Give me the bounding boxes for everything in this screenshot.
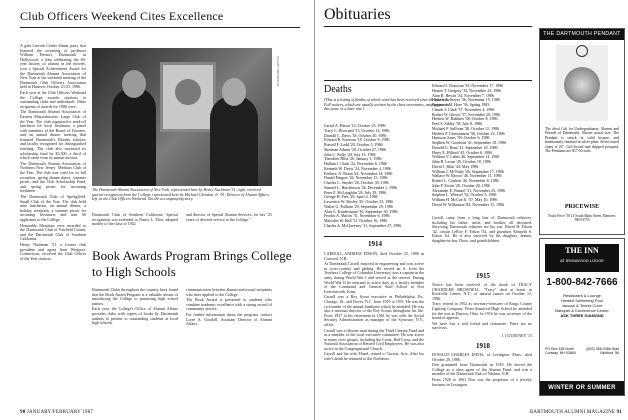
list-item: John B. Leone '45, October 18, 1986 <box>432 159 491 164</box>
obit-1915-signoff <box>432 334 532 340</box>
obit-1915-text <box>432 283 532 333</box>
list-item: Sherman Adams '20, October 27, 1986 <box>324 146 386 152</box>
paragraph: Henry Nachman '51, a former club president and agent from Westport, Connecticut, received the Club Officer of the Year citation. <box>20 241 86 261</box>
list-item: Robert W. Glover '37, November 20, 1986 <box>432 111 500 117</box>
list-item: Alan G. Kindermann '30, September 30, 1986 <box>324 208 398 214</box>
paragraph: communication between alumni and award recipients who have applied to the College. <box>186 288 272 297</box>
page-number: 91 <box>616 410 622 415</box>
left-footer <box>20 410 93 415</box>
club-officers-headline: Club Officers Weekend Cites Excellence <box>20 9 224 23</box>
list-item: Jacuzzi & Tennis Court <box>561 303 603 308</box>
list-item: Peter F. McLaughlin '26, July 29, 1986 <box>324 189 387 195</box>
paragraph: The Dartmouth Alumni Association of Eastern Massachusetts: Large Club of the Year. The club organized a send-off luncheon for local freshmen; a panel with members of the Board of Trustees; and an annual dinner meeting that featured Dartmouth's Rhodes scholars and faculty recognized for distinguished teaching. The club also increased its scholarship fund by $3,300, a third of which came from its annual auction. <box>20 109 86 161</box>
list-item: Homer T. Gregory '34, November 13, 1986 <box>432 87 502 93</box>
list-item: George H. Free '29, April 4, 1986 <box>324 194 378 200</box>
deaths-note: [This is a listing of deaths of which word has been received since the last issue. Full notices, which are usually written by the class secretaries, may appear in this issue or a later one.] <box>324 97 451 112</box>
photo-credit: STUART SHEINBAUM <box>276 56 280 87</box>
right-page <box>314 0 628 420</box>
inn-banner: WINTER OR SUMMER <box>540 381 624 395</box>
list-item: Edward B. Esterson '18, October 9, 1986 <box>324 137 390 143</box>
paragraph: Tracy retired in 1952 as secretary-treasurer of Kings County Lighting Company. From Stamford High School he attended for the war in Dayton, Ohio. In 1916 he was secretary of the board of appeals. <box>432 301 532 321</box>
deaths-heading: Deaths <box>324 84 352 95</box>
list-item: David W. Wilkinson '84, November 11, 1986 <box>432 201 504 207</box>
right-footer <box>530 410 622 415</box>
list-item: John C. Kelly '20, July 13, 1986 <box>324 151 376 157</box>
list-item: Feodor A. Martin '31, November 6, 1986 <box>324 213 390 219</box>
paragraph: Carroll and his wife, Hazel, retired to Tucson, Ariz. After his wife's death he returned to the Northeast. <box>324 351 424 362</box>
deaths-list-col-2 <box>432 84 534 208</box>
list-item: Heated Swimming Pool <box>561 298 603 303</box>
paragraph: Dartmouth Clubs throughout the country have found that the Book Award Program is a valuable means of introducing the College to promising high school juniors. <box>92 288 178 306</box>
list-item: Daniel Pingree '26, November 15, 1986 <box>324 175 388 181</box>
issue-date: JANUARY/FEBRUARY 1987 <box>26 410 93 415</box>
list-item: Theodore Bliss '20, January 1, 1986 <box>324 156 382 162</box>
awards-photo <box>92 48 272 186</box>
paragraph: DONALD CHARLES DAVIS, of Lexington, Mass., died October 20, 1986. <box>432 353 532 362</box>
inn-advertisement <box>539 238 625 396</box>
paragraph: Carroll came from a long line of Dartmouth relatives, including his father, uncle, and brother, all deceased. Surviving Dartmouth relatives are his son, David H. Edson '42, cousin LeRoy F. Edson '54, and grandson Kenneth S. Edson '64. He is also survived by his daughter, Jeanne, daughter-in-law, Doris, and grandchildren. <box>432 216 532 243</box>
list-item: Fred S. Sibley '38, July 8, 1986 <box>432 121 483 126</box>
list-item: Wallace W. Brown '46, November 11, 1986 <box>432 173 502 179</box>
list-item: William H. McCue Jr. '57, May 10, 1986 <box>432 197 498 202</box>
list-item: Benjamin M. Hare '36, Spring 1983 <box>432 102 490 107</box>
paragraph: The Dartmouth Alumni Association of Northern New Jersey: Medium Club of the Year. The club was cited for its fall reception, spring dinner-dance, summer picnic, and the Club Scholarship Fund, and spring picnic for incoming freshmen. <box>20 160 86 194</box>
pendant-loop-icon <box>576 45 588 57</box>
book-awards-column-1 <box>92 288 178 406</box>
inn-name: THE INN <box>565 246 599 255</box>
pendant-advertisement <box>539 28 625 235</box>
deaths-rule <box>324 80 532 81</box>
inn-amenities <box>545 293 619 318</box>
list-item: Samuel L. Hutchinson '26, December 1, 1986 <box>324 184 398 190</box>
photo-caption: The Dartmouth Alumni Association of New York, represented here by Henry Nachman '51, right, received special recognition from the College, represented here by Michael Chroskar Jr. '91, Director of Alumni Affairs, left, at the Club Officers Weekend. See the accompanying story. <box>92 187 270 202</box>
year-heading-1918: 1918 <box>476 342 490 350</box>
paragraph: A gala Lincoln Center dinner party that honored the screening of professor William Preuss's Dartmouth in Hollywood, a film celebrating the 60-year history of alumni in the movies, won a Special Achievement Award for the Dartmouth Alumni Association of New York at the weekend meeting of the Dartmouth Club Officers Association held in Hanover October 23-25, 1986. <box>20 44 86 90</box>
list-item: Kenneth W. Davis '24, November 4, 1986 <box>324 165 391 171</box>
paragraph: We have lost a real friend and classmate. There are no survivors. <box>432 320 532 331</box>
list-item: Michael F. Sullivan '38, October 12, 1986 <box>432 125 499 131</box>
list-item: Lawrence W. Shirley '29, October 23, 1986 <box>324 199 394 204</box>
list-item: Restaurant & Lounge <box>563 293 601 298</box>
obit-1914-text <box>324 252 424 408</box>
paragraph: The Dartmouth Club of Springfield: Small Club of the Year. The club held nine luncheons, an annual dinner, a holiday reception, a summer picnic for incoming freshmen, and sent 60 applicants to the College. <box>20 194 86 222</box>
list-item: Carrol A. Edson '14, October 25, 1986 <box>324 123 386 128</box>
photo-person-left <box>112 88 156 186</box>
list-item: Charles L. Snyder '26, October 30, 1986 <box>324 180 389 185</box>
paragraph: Carroll was a fiftyone man during the Third Century Fund and as a member of the local executive committee. He was active in many civic groups, including the Lions, Red Cross, and the National Association of Retired Civil Employees. He was also active in the Congregational Church. <box>324 327 424 351</box>
obit-1918-text <box>432 353 532 408</box>
paragraph: Honorable Mentions were awarded to the Dartmouth Club of Fairfield County and the Dartmouth Club of Southern California. <box>20 222 86 242</box>
book-awards-column-2 <box>186 288 272 406</box>
book-awards-headline: Book Awards Program Brings College to High Schools <box>92 248 292 279</box>
obit-divider <box>324 236 424 237</box>
list-item: David J. Blair '44, May 1986 <box>432 163 479 169</box>
paragraph: The Book Award is presented to students who combine academic excellence with a strong record of community service. <box>186 297 272 312</box>
paragraph: and director of Special Alumni Services, for her "25 years of devoted service to the College." <box>186 213 272 222</box>
list-item: Alan R. Hewitt '34, November 7, 1986 <box>432 92 494 98</box>
list-item: John P. Erwin '49, October 20, 1986 <box>432 182 490 188</box>
pendant-medallion-icon <box>564 67 600 103</box>
page-number: 90 <box>20 410 26 415</box>
photo-award-plaque <box>160 62 216 132</box>
list-item: Russell F. Ladd '20, October 5, 1986 <box>324 142 383 147</box>
list-item: Hallam J. Clark '22, November 6, 1986 <box>324 161 387 166</box>
paragraph: For further information about the program, contact Loree A. Goodell, Assistant Director of Alumni Affairs. <box>186 311 272 327</box>
year-heading-1914: 1914 <box>368 240 382 248</box>
year-heading-1915: 1915 <box>476 272 490 280</box>
list-item: Claude J. Clark '37, November 4, 1986 <box>432 106 495 112</box>
paragraph: Dartmouth Club of Southern California. Special recognition was extended to Nancy L. Eliot, adopted mother of the class of 1942 <box>92 213 178 227</box>
magazine-name: DARTMOUTH ALUMNI MAGAZINE <box>529 410 616 415</box>
pendant-description: The ideal Gift for Undergraduates, Alumni and Friends of Dartmouth. Shown actual size. The Pendant is struck in solid bronze, and handsomely finished in silver plate. Silver tinted chain is 24". Gift boxed and shipped postpaid. The Pendants are $17.50 each. <box>545 127 619 154</box>
list-item: Edward J. Donovan '35, November 17, 1986 <box>432 83 504 88</box>
list-item: Charles A. McQueeney '31, September 27, 1986 <box>324 222 402 228</box>
paragraph: Carroll was a Boy Scout executive in Philadelphia, Pa., Chicago, Ill., and Dover, N.J., from 1919 to 1951. He was the co-founder of the annual Jamboree which he attended. He was also a national director of the Boy Scouts throughout his life. From 1937 to his retirement in 1961 he was with the Social Security Administration as manager of the Syracuse, N.Y., office. <box>324 294 424 327</box>
paragraph: Don graduated from Dartmouth in 1919. He served the College as a class agent of the Alumni Fund, and was a member of the Dartmouth Club of Nashua, N.H. <box>432 362 532 377</box>
list-item: Tracy C. Brownell '15, October 13, 1986 <box>324 127 390 133</box>
list-item: Donald C. Davis '18, October 20, 1986 <box>324 132 387 138</box>
pendant-seller: PRICEWISE <box>564 204 600 210</box>
inn-phone: 1-800-842-7666 <box>546 277 618 288</box>
photo-person-right <box>210 96 258 186</box>
list-item: Frederic N. Rotan '24, November 14, 1986 <box>324 170 393 176</box>
inn-address-right: (603) 356-9366 Walt Bickford '56 <box>586 347 619 356</box>
list-item: Herbert P. Christiansen '38, October 22, 1986 <box>432 130 505 136</box>
list-item: Harry E. Hilford '45, October 6, 1986 <box>432 149 493 155</box>
list-item: Robert L. Caulton '46, November 8, 1986 <box>432 178 499 183</box>
obituaries-rule <box>324 26 532 27</box>
list-item: ASK THREE DIAMOND <box>560 313 604 318</box>
obit-1914-continued <box>432 216 532 272</box>
deaths-list-col-1 <box>324 124 426 229</box>
signoff: J. COURTNEY '15 <box>501 334 532 338</box>
paragraph: CARROLL ANDREW EDSON, died October 25, 1986 in Concord, N.H. <box>324 252 424 261</box>
list-item: Stephen W. Goodwin '41, September 18, 1986 <box>432 140 506 145</box>
list-item: Malcolm W. Hall '31, October 16, 1986 <box>324 218 388 223</box>
list-item: Harrison Jones '39, October 6, 1986 <box>432 135 490 141</box>
paragraph: Each year, the College's Office of Alumni Affairs provides clubs with copies of books by Dartmouth authors to present to outstanding students at local high schools. <box>92 306 178 326</box>
pendant-address: Truck Price '50 13 South Main Street, Hanover, NH 03755 <box>547 214 617 223</box>
list-item: Alexander E. Bunzel '51, November 25, 1986 <box>432 187 506 193</box>
inn-address-left: PO Box 338 North Conway, NH 03860 <box>545 347 576 356</box>
club-officers-column-1 <box>20 44 86 408</box>
list-item: Donald G. Hunt '41, September 18, 1986 <box>432 144 498 150</box>
list-item: Walter G. Pulliam '29, September 29, 1986 <box>324 203 393 209</box>
obituaries-title: Obituaries <box>324 6 391 23</box>
headline-rule <box>20 27 300 28</box>
club-officers-column-4-top <box>186 213 272 243</box>
list-item: Banquet & Conference Center <box>555 308 609 313</box>
paragraph: From 1920 to 1961 Don was the proprietor of a jewelry business in Lexington. <box>432 376 532 387</box>
photo-person-left-head <box>122 70 146 98</box>
photo-person-right-head <box>222 78 246 106</box>
paragraph: Notice has been received of the death of TRACY CHANDLER BROWNELL, "Tracy" died at home in Rockville Center, N.Y., of natural causes on October 13, 1986. <box>432 283 532 301</box>
inn-logo <box>545 244 619 272</box>
list-item: Stephen L. Wiessel '54, October 5, 1986 <box>432 192 497 198</box>
list-item: Herbert W. Rabbitts '38, October 8, 1986 <box>432 116 498 122</box>
inn-address <box>545 347 619 356</box>
inn-location: AT IRONWOOD LODGE <box>560 258 604 263</box>
list-item: Herbert A. Steyer '36, November 19, 1986 <box>432 97 500 103</box>
list-item: William V. Lahm '46, September 14, 1986 <box>432 154 500 160</box>
paragraph: At Dartmouth Carroll majored in engineering and was active in cross-country and gliding. He served an A. from the Teachers College of Columbia University, was a captain in the army during World War I and served in the reserve. During World War II he returned to active duty as a faculty member of the Command and General Staff School at Fort Leavenworth, Kans. <box>324 261 424 294</box>
pendant-ad-title: THE DARTMOUTH PENDANT <box>540 29 624 40</box>
paragraph: Each year at the Club Officers Weekend the College awards citations to outstanding clubs and individuals. Other recipients of awards for 1986 were: <box>20 89 86 109</box>
club-officers-column-3-top <box>92 213 178 243</box>
pendant-image <box>556 45 608 121</box>
list-item: William J. McNulty '46, September 17, 1986 <box>432 168 504 174</box>
